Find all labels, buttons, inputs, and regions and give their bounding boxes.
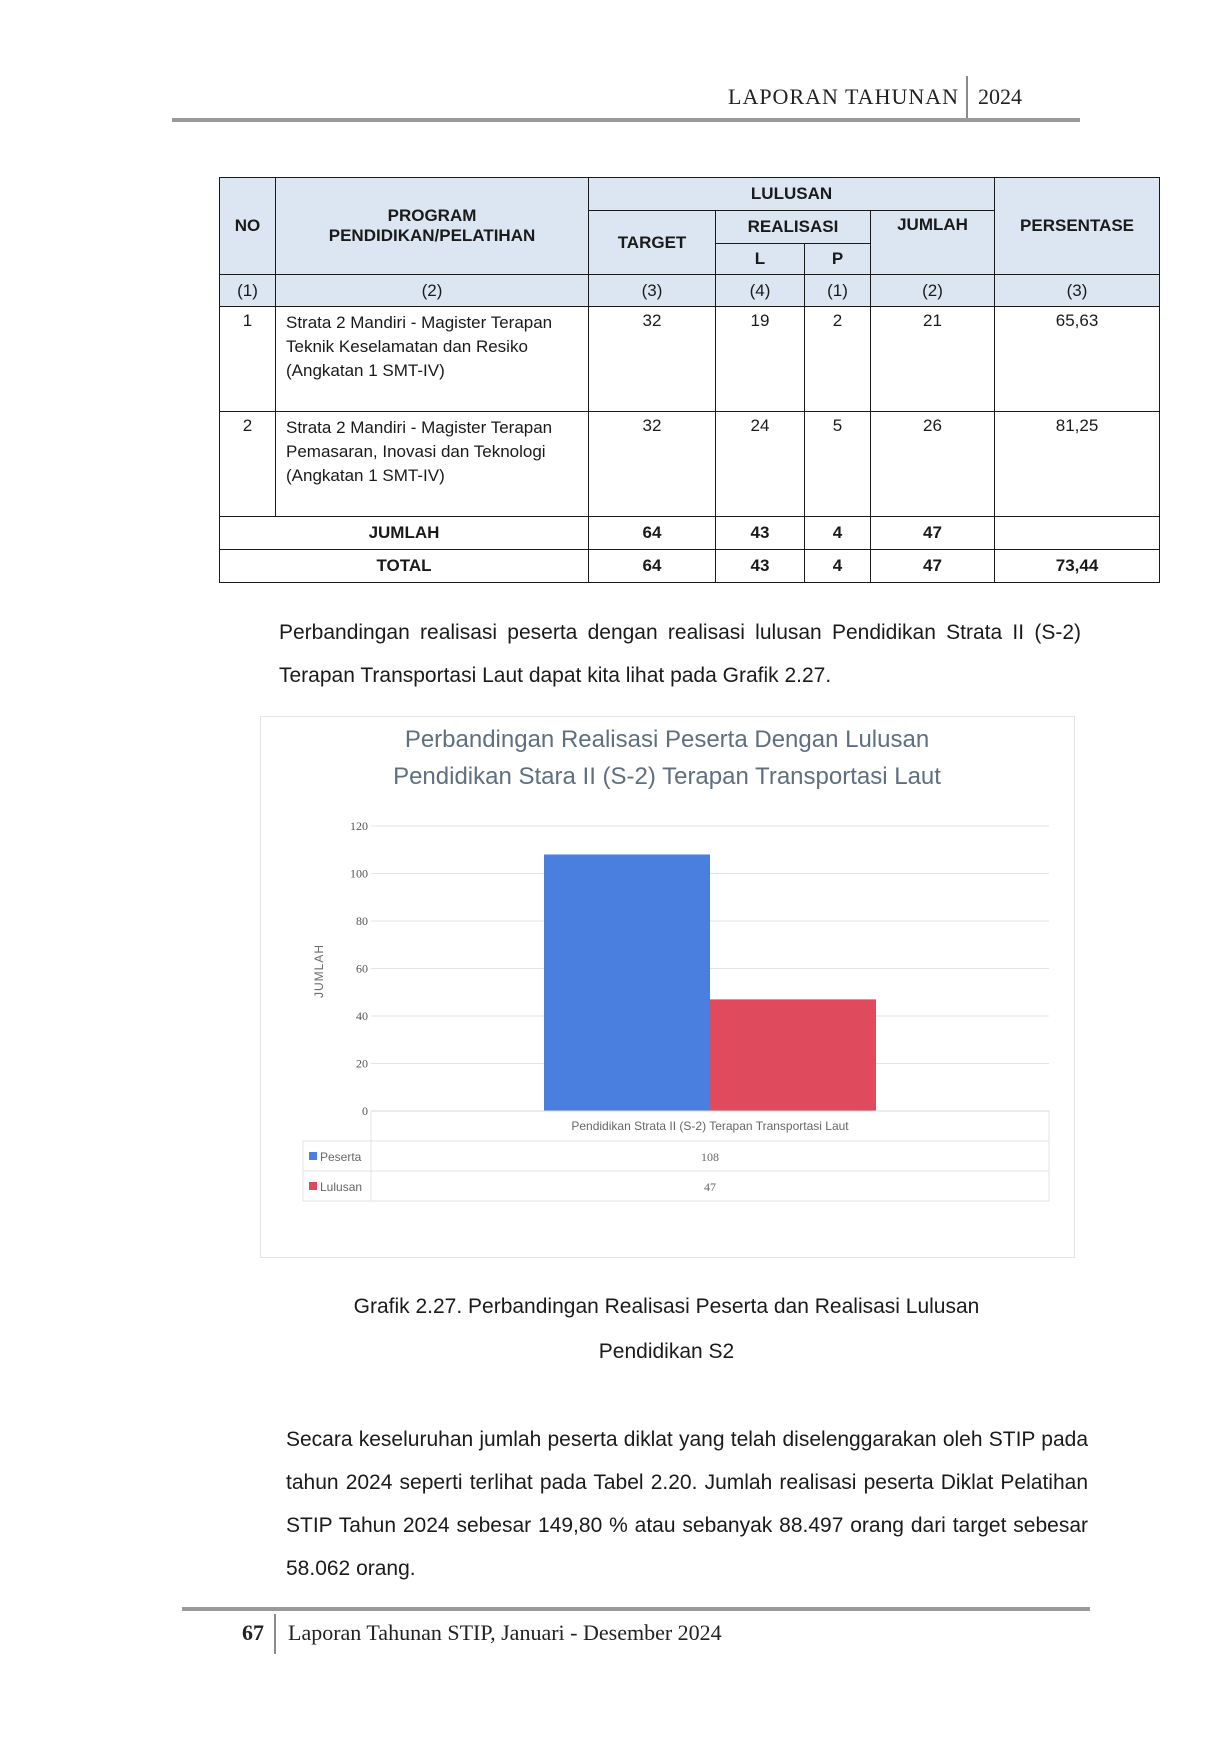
total-row <box>220 550 1160 583</box>
legend-swatch-lulusan <box>309 1182 317 1190</box>
y-tick-label: 80 <box>356 914 368 928</box>
data-value-peserta: 108 <box>701 1150 719 1164</box>
header-program <box>276 178 589 275</box>
total-persentase: 73,44 <box>995 550 1160 583</box>
cell-p: 2 <box>805 307 871 412</box>
legend-label-peserta: Peserta <box>320 1150 362 1164</box>
total-target: 64 <box>589 550 716 583</box>
table-row <box>220 412 1160 517</box>
x-category-label: Pendidikan Strata II (S-2) Terapan Transportasi Laut <box>571 1119 849 1133</box>
chart-frame <box>260 716 1075 1258</box>
cell-program: Strata 2 Mandiri - Magister Terapan Teknik Keselamatan dan Resiko (Angkatan 1 SMT-IV) <box>276 307 589 412</box>
col-number: (1) <box>220 275 276 307</box>
col-number: (3) <box>995 275 1160 307</box>
bar-chart <box>261 717 1074 1257</box>
cell-jumlah: 26 <box>871 412 995 517</box>
bar-lulusan <box>710 999 876 1111</box>
caption-line1: Grafik 2.27. Perbandingan Realisasi Peserta dan Realisasi Lulusan <box>353 1295 980 1318</box>
jumlah-jumlah: 47 <box>871 517 995 550</box>
paragraph-summary: Secara keseluruhan jumlah peserta diklat yang telah diselenggarakan oleh STIP pada tahun 2024 seperti terlihat pada Tabel 2.20. Jumlah realisasi peserta Diklat Pelatihan STIP Tahun 2024 sebesar 149,80 % atau sebanyak 88.497 orang dari target sebesar 58.062 orang. <box>286 1428 1088 1580</box>
y-tick-label: 40 <box>356 1009 368 1023</box>
cell-target: 32 <box>589 412 716 517</box>
y-tick-label: 100 <box>350 866 368 881</box>
jumlah-persentase <box>995 517 1160 550</box>
data-value-lulusan: 47 <box>704 1180 716 1194</box>
header-persentase: PERSENTASE <box>995 178 1160 275</box>
cell-target: 32 <box>589 307 716 412</box>
col-number: (2) <box>276 275 589 307</box>
total-jumlah: 47 <box>871 550 995 583</box>
y-tick-label: 0 <box>362 1104 368 1118</box>
chart-title-line2: Pendidikan Stara II (S-2) Terapan Transportasi Laut <box>393 763 941 790</box>
header-l: L <box>716 244 805 275</box>
header-program-line1: PROGRAM <box>387 206 477 225</box>
footer-divider <box>274 1614 276 1654</box>
y-tick-label: 120 <box>350 819 368 833</box>
footer-page-number: 67 <box>242 1620 264 1645</box>
jumlah-p: 4 <box>805 517 871 550</box>
cell-program: Strata 2 Mandiri - Magister Terapan Pemasaran, Inovasi dan Teknologi (Angkatan 1 SMT-IV) <box>276 412 589 517</box>
header-program-line2: PENDIDIKAN/PELATIHAN <box>328 226 536 245</box>
cell-l: 19 <box>716 307 805 412</box>
col-number: (2) <box>871 275 995 307</box>
header-lulusan: LULUSAN <box>589 178 995 211</box>
col-number: (3) <box>589 275 716 307</box>
jumlah-l: 43 <box>716 517 805 550</box>
y-tick-label: 60 <box>356 961 368 976</box>
header-p: P <box>805 244 871 275</box>
header-year: 2024 <box>978 84 1022 109</box>
cell-p: 5 <box>805 412 871 517</box>
cell-jumlah: 21 <box>871 307 995 412</box>
cell-no: 1 <box>220 307 276 412</box>
chart-title-line1: Perbandingan Realisasi Peserta Dengan Lulusan <box>404 726 930 753</box>
col-number: (4) <box>716 275 805 307</box>
caption-line2: Pendidikan S2 <box>598 1340 735 1363</box>
header-no: NO <box>220 178 276 275</box>
cell-l: 24 <box>716 412 805 517</box>
graduates-table <box>219 177 1160 583</box>
table-row <box>220 307 1160 412</box>
header-rule <box>172 118 1080 122</box>
total-p: 4 <box>805 550 871 583</box>
cell-no: 2 <box>220 412 276 517</box>
footer-rule <box>182 1607 1090 1611</box>
header-title: LAPORAN TAHUNAN <box>728 84 960 109</box>
legend-label-lulusan: Lulusan <box>320 1180 363 1194</box>
chart-ylabel: JUMLAH <box>312 943 326 999</box>
legend-swatch-peserta <box>309 1152 317 1160</box>
y-tick-label: 20 <box>356 1056 368 1071</box>
header-jumlah: JUMLAH <box>871 211 995 275</box>
jumlah-row <box>220 517 1160 550</box>
total-l: 43 <box>716 550 805 583</box>
total-label: TOTAL <box>220 550 589 583</box>
paragraph-intro: Perbandingan realisasi peserta dengan realisasi lulusan Pendidikan Strata II (S-2) Terapan Transportasi Laut dapat kita lihat pada Grafik 2.27. <box>279 621 1081 687</box>
footer-text: Laporan Tahunan STIP, Januari - Desember 2024 <box>288 1620 722 1645</box>
cell-persentase: 81,25 <box>995 412 1160 517</box>
jumlah-label: JUMLAH <box>220 517 589 550</box>
header-target: TARGET <box>589 211 716 275</box>
col-number: (1) <box>805 275 871 307</box>
bar-peserta <box>544 855 710 1112</box>
cell-persentase: 65,63 <box>995 307 1160 412</box>
jumlah-target: 64 <box>589 517 716 550</box>
header-divider <box>966 76 968 120</box>
header-realisasi: REALISASI <box>716 211 871 244</box>
